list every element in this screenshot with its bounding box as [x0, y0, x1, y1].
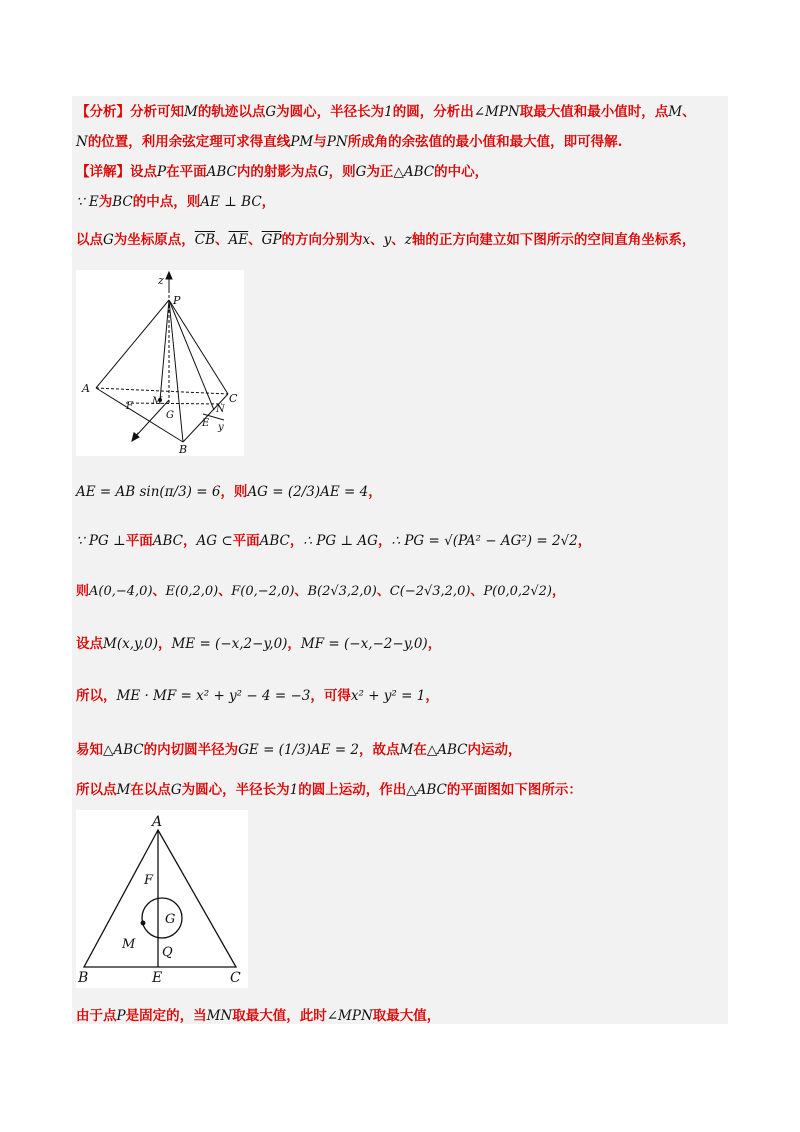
text: 为圆心，半径长为: [276, 104, 385, 120]
text: 为坐标原点，: [113, 232, 195, 248]
math: ∵ PG ⊥: [76, 533, 126, 549]
math: G: [355, 164, 367, 180]
text: ，: [377, 533, 392, 549]
text: 设点: [76, 636, 103, 652]
text: 的位置，利用余弦定理可求得直线: [87, 134, 291, 150]
triangle-diagram: [76, 810, 248, 988]
math: M(x,y,0): [103, 636, 158, 652]
math: △ABC: [406, 782, 447, 798]
math: AG = (2/3)AE = 4: [247, 484, 369, 500]
text: ，: [427, 636, 442, 652]
text: 、: [682, 104, 696, 120]
math: AE ⊥ BC: [200, 194, 262, 210]
text: 平面: [125, 533, 153, 549]
math: G: [170, 782, 182, 798]
text: 的轨迹以点: [197, 104, 266, 120]
analysis-line-1: [76, 100, 696, 120]
math: M: [399, 742, 414, 758]
math: △ABC: [426, 742, 468, 758]
label-z: z: [158, 274, 164, 287]
math: MN: [206, 1008, 233, 1024]
detail-line-8: [76, 684, 439, 704]
label-N: N: [216, 404, 225, 415]
math: 1: [384, 104, 393, 120]
label-A: A: [152, 814, 163, 830]
math: ∴ PG ⊥ AG: [303, 533, 378, 549]
detail-line-6: [76, 580, 565, 599]
math: x: [362, 232, 371, 248]
math: y: [383, 232, 392, 248]
math: M: [116, 782, 131, 798]
text: 、: [470, 584, 484, 599]
label-G: G: [166, 410, 174, 421]
text: 、: [391, 232, 405, 248]
text: 以点: [76, 232, 103, 248]
math: AG ⊂: [196, 533, 233, 549]
math: P: [157, 164, 167, 180]
math: G: [265, 104, 277, 120]
text: 易知: [76, 742, 103, 758]
math: M: [668, 104, 683, 120]
math: P: [116, 1008, 126, 1024]
math: ∴ PG = √(PA² − AG²) = 2√2: [391, 533, 578, 549]
text: ，故点: [359, 742, 400, 758]
math: PN: [326, 134, 348, 150]
pyramid-figure: [76, 270, 244, 456]
detail-line-1: [76, 160, 488, 180]
math: BC: [112, 194, 133, 210]
analysis-tag: 【分析】: [76, 104, 130, 120]
label-M: M: [122, 937, 136, 952]
text: 所以点: [76, 782, 117, 798]
text: 分析可知: [130, 104, 184, 120]
label-x: x: [133, 430, 139, 441]
label-B: B: [78, 970, 89, 986]
math: ∠MPN: [326, 1008, 373, 1024]
label-G: G: [165, 912, 176, 927]
math: GE = (1/3)AE = 2: [238, 742, 360, 758]
text: 、: [218, 584, 232, 599]
text: ，则: [328, 164, 356, 180]
detail-line-9: [76, 738, 522, 758]
text: ，: [183, 533, 197, 549]
text: 、: [215, 232, 229, 248]
text: 内的射影为点: [236, 164, 318, 180]
math: ME = (−x,2−y,0): [171, 636, 288, 652]
label-y: y: [218, 422, 224, 433]
math: G: [317, 164, 329, 180]
text: 取最大值和最小值时，点: [519, 104, 669, 120]
text: 所成角的余弦值的最小值和最大值，即可得解.: [347, 134, 623, 150]
math: E(0,2,0): [165, 584, 219, 599]
math: △ABC: [103, 742, 144, 758]
triangle-figure: [76, 810, 248, 988]
text: 的平面图如下图所示：: [446, 782, 582, 798]
text: 的圆，分析出: [392, 104, 474, 120]
text: ，: [289, 533, 304, 549]
math: △ABC: [393, 164, 435, 180]
math: ME · MF = x² + y² − 4 = −3: [116, 688, 311, 704]
label-F: F: [126, 401, 133, 412]
text: 为圆心，半径长为: [181, 782, 290, 798]
text: 所以，: [76, 688, 117, 704]
text: ，则: [220, 484, 248, 500]
pyramid-diagram: [76, 270, 244, 456]
text: 与: [313, 134, 327, 150]
math: M: [184, 104, 198, 120]
math: z: [404, 232, 412, 248]
math: ABC: [259, 533, 290, 549]
math: G: [103, 232, 114, 248]
math: ∵ E: [76, 194, 99, 210]
text: 轴的正方向建立如下图所示的空间直角坐标系，: [411, 232, 696, 248]
detail-line-3: [76, 228, 695, 248]
math: 1: [289, 782, 299, 798]
math: B(2√3,2,0): [307, 584, 377, 599]
text: ，: [425, 688, 439, 704]
math: AE = AB sin(π/3) = 6: [76, 484, 221, 500]
text: 平面: [232, 533, 260, 549]
text: 由于点: [76, 1008, 117, 1024]
detail-line-7: [76, 632, 441, 652]
detail-line-4: [76, 480, 382, 500]
math: ABC: [206, 164, 237, 180]
text: 的中心，: [434, 164, 489, 180]
text: 的方向分别为: [281, 232, 363, 248]
text: 设点: [130, 164, 157, 180]
detail-tag: 【详解】: [76, 164, 130, 180]
math: ∠MPN: [473, 104, 520, 120]
vector-cb: $\overline{CB}$: [194, 232, 216, 248]
text: 在: [413, 742, 427, 758]
text: 的中点，则: [132, 194, 201, 210]
math: PM: [290, 134, 314, 150]
detail-line-5: [76, 529, 591, 549]
label-E: E: [202, 418, 210, 429]
label-M: M: [152, 396, 163, 407]
label-A: A: [82, 382, 90, 395]
text: 、: [370, 232, 384, 248]
text: ，: [551, 584, 565, 599]
text: 的内切圆半径为: [143, 742, 239, 758]
text: 、: [294, 584, 308, 599]
math: C(−2√3,2,0): [389, 584, 471, 599]
label-C: C: [229, 392, 238, 405]
label-P: P: [173, 294, 181, 307]
text: 、: [248, 232, 262, 248]
math: ABC: [152, 533, 183, 549]
math: A(0,−4,0): [89, 584, 153, 599]
analysis-line-2: [76, 130, 622, 150]
text: 是固定的，当: [125, 1008, 207, 1024]
text: 取最大值，此时: [232, 1008, 327, 1024]
text: 为正: [366, 164, 394, 180]
vector-ae: $\overline{AE}$: [228, 232, 249, 248]
detail-line-2: [76, 190, 275, 210]
text: 则: [76, 584, 90, 599]
label-B: B: [179, 443, 188, 456]
label-Q: Q: [162, 945, 173, 960]
text: ，: [287, 636, 301, 652]
detail-line-10: [76, 778, 582, 798]
label-E: E: [152, 970, 163, 986]
math: P(0,0,2√2): [483, 584, 552, 599]
math: F(0,−2,0): [231, 584, 295, 599]
text: ，: [261, 194, 276, 210]
math: N: [76, 134, 88, 150]
text: 取最大值，: [372, 1008, 441, 1024]
text: 为: [98, 194, 113, 210]
label-C: C: [230, 970, 241, 986]
detail-line-11: [76, 1004, 440, 1024]
label-F: F: [144, 873, 154, 888]
text: ，: [157, 636, 172, 652]
text: 、: [152, 584, 166, 599]
text: ，可得: [310, 688, 351, 704]
text: 的圆上运动，作出: [298, 782, 407, 798]
text: ，: [368, 484, 382, 500]
math: x² + y² = 1: [350, 688, 426, 704]
vector-gp: $\overline{GP}$: [261, 232, 282, 248]
math: MF = (−x,−2−y,0): [300, 636, 428, 652]
text: 在平面: [166, 164, 207, 180]
text: 、: [376, 584, 390, 599]
text: 内运动，: [467, 742, 522, 758]
text: 在以点: [130, 782, 171, 798]
text: ，: [577, 533, 592, 549]
